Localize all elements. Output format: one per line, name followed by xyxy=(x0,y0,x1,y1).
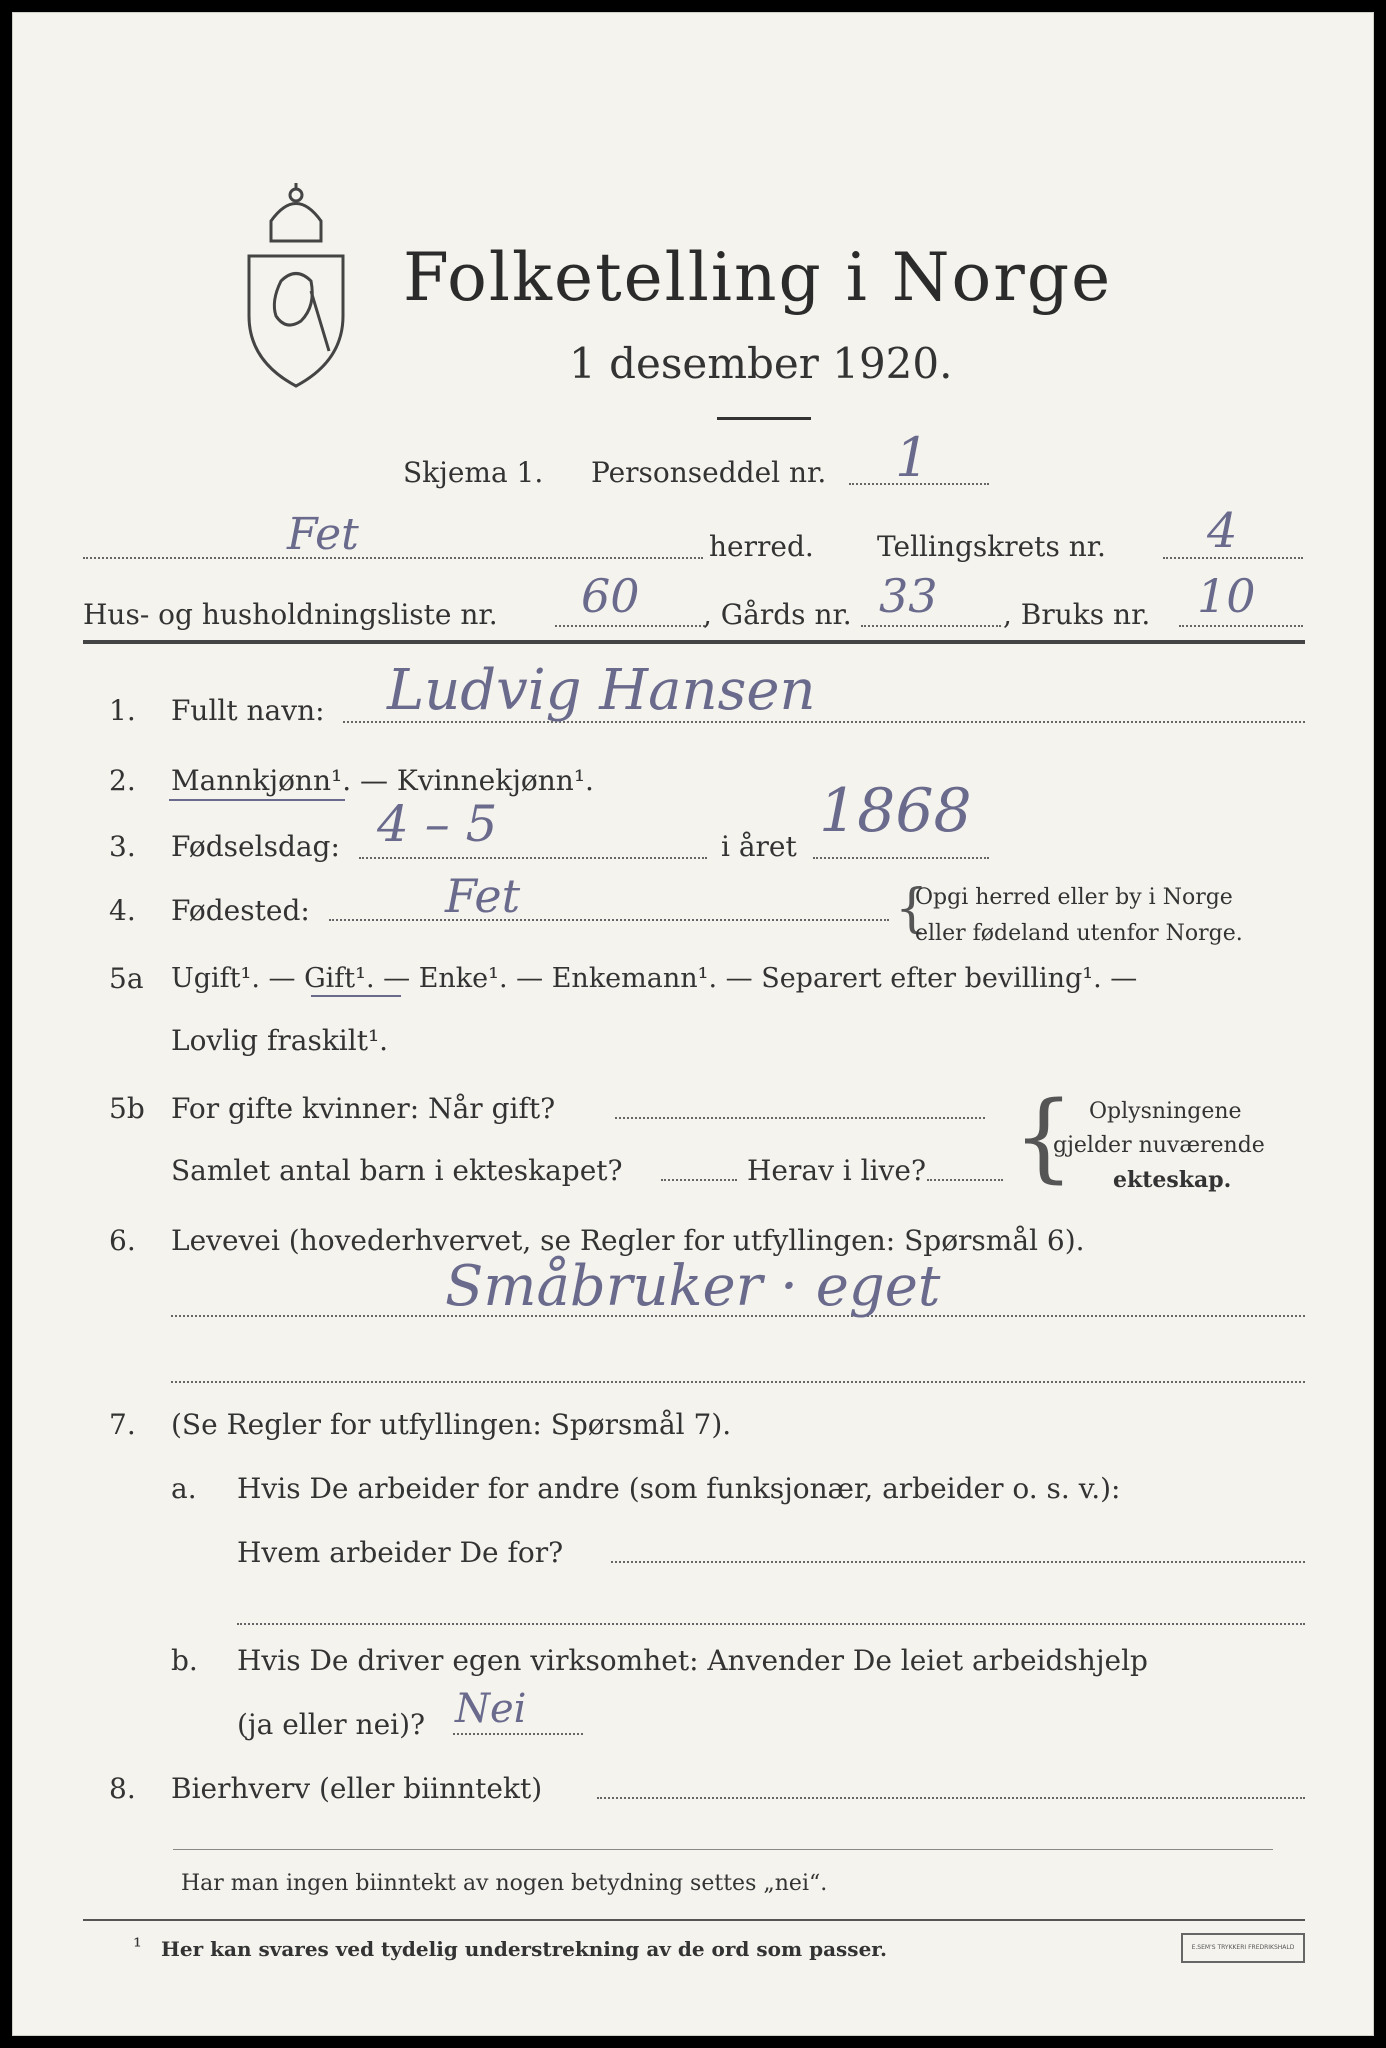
q2-label: Mannkjønn¹. — Kvinnekjønn¹. xyxy=(171,764,594,797)
gards-value: 33 xyxy=(879,569,938,623)
gards-label: , Gårds nr. xyxy=(703,598,852,631)
hired-help-field[interactable] xyxy=(453,1733,583,1735)
census-form xyxy=(12,12,1374,2036)
q5b-note-line-1: Oplysningene xyxy=(1089,1099,1242,1124)
q4-note-line-2: eller fødeland utenfor Norge. xyxy=(915,921,1243,946)
bruks-label: , Bruks nr. xyxy=(1003,598,1151,631)
occupation-value: Småbruker · eget xyxy=(445,1254,941,1319)
q7b-label: Hvis De driver egen virksomhet: Anvender De leiet arbeidshjelp xyxy=(237,1644,1148,1677)
form-title: Folketelling i Norge xyxy=(403,239,1113,316)
title-divider xyxy=(717,417,811,420)
q5b-number: 5b xyxy=(109,1092,145,1125)
q5a-number: 5a xyxy=(109,962,144,995)
birthplace-value: Fet xyxy=(445,869,521,923)
q4-brace: { xyxy=(895,879,929,939)
q6-number: 6. xyxy=(109,1224,136,1257)
q7a-number: a. xyxy=(171,1472,197,1505)
birth-year-field[interactable] xyxy=(813,857,989,859)
herred-label: herred. xyxy=(709,530,814,563)
side-income-field[interactable] xyxy=(597,1797,1305,1799)
q8-label: Bierhverv (eller biinntekt) xyxy=(171,1772,543,1805)
employer-field[interactable] xyxy=(611,1561,1305,1563)
skjema-label: Skjema 1. xyxy=(403,456,544,489)
married-when-field[interactable] xyxy=(615,1117,985,1119)
q1-number: 1. xyxy=(109,694,136,727)
footer-note: Har man ingen biinntekt av nogen betydning settes „nei“. xyxy=(181,1871,828,1896)
footnote-mark: ¹ xyxy=(133,1935,142,1960)
footnote-text: Her kan svares ved tydelig understrekning av de ord som passer. xyxy=(161,1937,887,1961)
hus-field[interactable] xyxy=(555,625,705,627)
q2-number: 2. xyxy=(109,764,136,797)
q5a-label: Ugift¹. — Gift¹. — Enke¹. — Enkemann¹. — Separert efter bevilling¹. — xyxy=(171,963,1138,994)
bruks-field[interactable] xyxy=(1179,625,1303,627)
birthday-field[interactable] xyxy=(359,857,707,859)
q5b-label-3: Herav i live? xyxy=(747,1154,926,1187)
gards-field[interactable] xyxy=(861,625,1001,627)
q7-label: (Se Regler for utfyllingen: Spørsmål 7). xyxy=(171,1408,732,1441)
q3-label: Fødselsdag: xyxy=(171,830,340,863)
tellingskrets-value: 4 xyxy=(1207,503,1238,559)
q5b-label: For gifte kvinner: Når gift? xyxy=(171,1092,556,1125)
footnote-divider xyxy=(83,1919,1305,1921)
bruks-value: 10 xyxy=(1197,569,1256,623)
q5b-note-line-3: ekteskap. xyxy=(1113,1167,1232,1193)
printer-text: E.SEM'S TRYKKERI FREDRIKSHALD xyxy=(1191,1943,1295,1951)
hus-value: 60 xyxy=(581,569,640,623)
coat-of-arms-icon xyxy=(241,181,351,391)
tellingskrets-label: Tellingskrets nr. xyxy=(877,530,1106,563)
q7b-label-2: (ja eller nei)? xyxy=(237,1708,426,1741)
q3-number: 3. xyxy=(109,830,136,863)
q6-label: Levevei (hovederhvervet, se Regler for utfyllingen: Spørsmål 6). xyxy=(171,1224,1085,1257)
q4-label: Fødested: xyxy=(171,894,310,927)
mannkjonn-underline xyxy=(169,799,345,801)
q5b-label-2: Samlet antal barn i ekteskapet? xyxy=(171,1154,623,1187)
q5a-label-2: Lovlig fraskilt¹. xyxy=(171,1024,389,1057)
hired-help-value: Nei xyxy=(455,1686,527,1732)
personseddel-label: Personseddel nr. xyxy=(591,456,827,489)
birthday-value: 4 – 5 xyxy=(377,795,498,853)
occupation-field-2[interactable] xyxy=(171,1381,1305,1383)
employer-field-2[interactable] xyxy=(237,1623,1305,1625)
birthplace-field[interactable] xyxy=(329,919,889,921)
census-date: 1 desember 1920. xyxy=(569,339,953,388)
q8-number: 8. xyxy=(109,1772,136,1805)
q4-note-line-1: Opgi herred eller by i Norge xyxy=(915,885,1233,910)
printer-stamp xyxy=(1181,1933,1305,1963)
q7-number: 7. xyxy=(109,1408,136,1441)
q7a-label-2: Hvem arbeider De for? xyxy=(237,1536,564,1569)
q7b-number: b. xyxy=(171,1644,198,1677)
herred-field[interactable] xyxy=(83,557,703,559)
section-divider xyxy=(83,640,1305,644)
hus-label: Hus- og husholdningsliste nr. xyxy=(83,598,498,631)
full-name-value: Ludvig Hansen xyxy=(387,658,816,723)
children-alive-field[interactable] xyxy=(927,1179,1003,1181)
q5b-note-line-2: gjelder nuværende xyxy=(1053,1133,1265,1158)
q7a-label: Hvis De arbeider for andre (som funksjonær, arbeider o. s. v.): xyxy=(237,1472,1121,1505)
q1-label: Fullt navn: xyxy=(171,694,325,727)
q3-year-label: i året xyxy=(721,830,797,863)
q5b-brace: { xyxy=(1013,1081,1075,1193)
children-count-field[interactable] xyxy=(661,1179,737,1181)
herred-value: Fet xyxy=(287,509,359,560)
personseddel-value: 1 xyxy=(895,426,930,489)
q4-number: 4. xyxy=(109,894,136,927)
footer-divider xyxy=(173,1849,1273,1850)
birth-year-value: 1868 xyxy=(819,776,972,846)
gift-underline xyxy=(311,995,401,997)
